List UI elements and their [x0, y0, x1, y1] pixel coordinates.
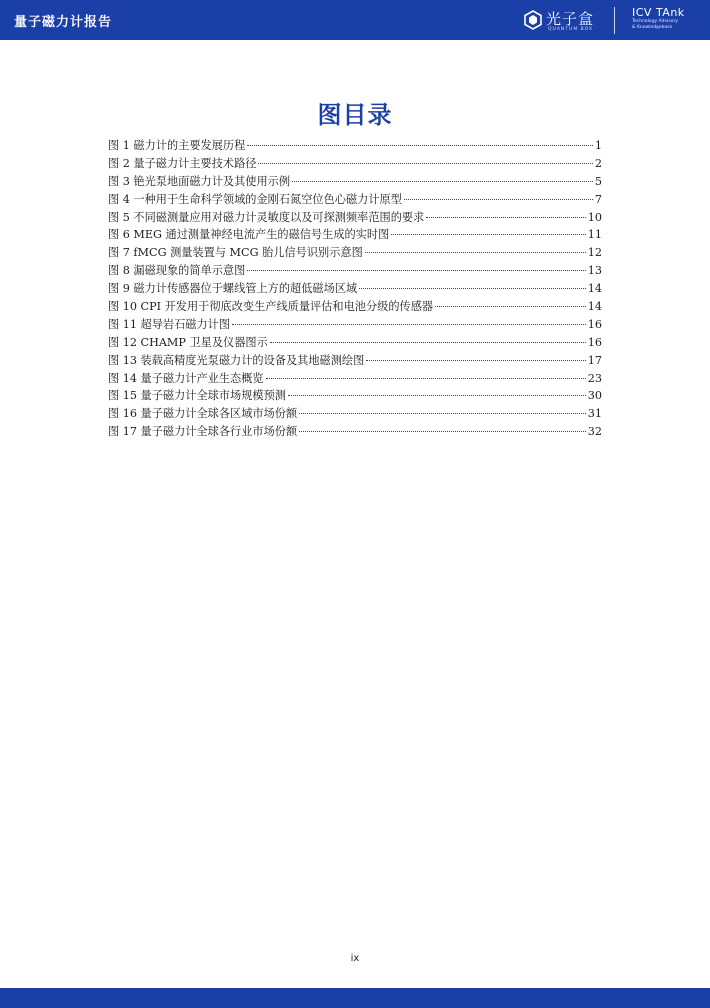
toc-dot-leader: [266, 378, 586, 379]
toc-dot-leader: [288, 395, 586, 396]
toc-entry[interactable]: [108, 191, 602, 209]
brand-logo-text: 光子盒: [546, 10, 595, 28]
toc-entry-page: 13: [587, 264, 602, 278]
toc-dot-leader: [299, 431, 586, 432]
toc-entry-page: 2: [594, 156, 602, 170]
toc-entry-label: 图 9 磁力计传感器位于螺线管上方的超低磁场区域: [108, 282, 358, 296]
toc-entry[interactable]: [108, 334, 602, 352]
toc-dot-leader: [232, 324, 586, 325]
toc-entry[interactable]: [108, 298, 602, 316]
figure-list: [108, 137, 602, 441]
toc-entry-label: 图 16 量子磁力计全球各区域市场份额: [108, 407, 298, 421]
toc-entry[interactable]: [108, 226, 602, 244]
toc-entry[interactable]: [108, 352, 602, 370]
toc-dot-leader: [247, 270, 585, 271]
toc-entry[interactable]: [108, 173, 602, 191]
toc-entry-page: 5: [594, 174, 602, 188]
toc-entry[interactable]: [108, 423, 602, 441]
toc-entry-label: 图 14 量子磁力计产业生态概览: [108, 371, 264, 385]
toc-dot-leader: [366, 360, 585, 361]
toc-entry-page: 16: [587, 317, 602, 331]
toc-entry[interactable]: [108, 244, 602, 262]
toc-entry-page: 17: [587, 353, 602, 367]
toc-entry-label: 图 4 一种用于生命科学领域的金刚石氮空位色心磁力计原型: [108, 192, 402, 206]
partner-logo-subtext-2: & Knowledgebase: [632, 25, 673, 30]
brand-logo-icon: [524, 10, 542, 30]
header-bar: [0, 0, 710, 40]
toc-entry[interactable]: [108, 280, 602, 298]
brand-logo-subtext: QUANTUM BOX: [548, 27, 593, 32]
toc-entry-page: 10: [587, 210, 602, 224]
footer-bar: [0, 988, 710, 1008]
toc-entry[interactable]: [108, 209, 602, 227]
logo-divider: [614, 7, 615, 34]
toc-entry-page: 14: [587, 300, 602, 314]
toc-entry-label: 图 2 量子磁力计主要技术路径: [108, 156, 257, 170]
toc-entry-label: 图 17 量子磁力计全球各行业市场份额: [108, 425, 298, 439]
toc-entry-label: 图 15 量子磁力计全球市场规模预测: [108, 389, 286, 403]
toc-entry[interactable]: [108, 155, 602, 173]
toc-dot-leader: [426, 217, 585, 218]
toc-entry-page: 14: [587, 282, 602, 296]
toc-dot-leader: [365, 252, 586, 253]
partner-logo-subtext-1: Technology Advisory: [632, 19, 679, 24]
toc-entry-label: 图 7 fMCG 测量装置与 MCG 胎儿信号识别示意图: [108, 246, 363, 260]
toc-entry-label: 图 12 CHAMP 卫星及仪器图示: [108, 335, 268, 349]
toc-entry-label: 图 1 磁力计的主要发展历程: [108, 139, 246, 152]
toc-entry-label: 图 5 不同磁测量应用对磁力计灵敏度以及可探测频率范围的要求: [108, 210, 425, 224]
toc-entry-label: 图 6 MEG 通过测量神经电流产生的磁信号生成的实时图: [108, 228, 390, 242]
page-title: 图目录: [317, 100, 393, 129]
toc-dot-leader: [299, 413, 586, 414]
toc-entry-page: 12: [587, 246, 602, 260]
partner-logo-text: ICV TAnk: [632, 6, 685, 19]
toc-dot-leader: [391, 234, 585, 235]
toc-entry[interactable]: [108, 370, 602, 388]
toc-dot-leader: [247, 145, 593, 146]
toc-entry-page: 11: [587, 228, 602, 242]
brand-logo: [524, 6, 604, 34]
toc-entry-page: 7: [594, 192, 602, 206]
toc-dot-leader: [435, 306, 586, 307]
toc-entry-page: 30: [587, 389, 602, 403]
toc-entry-page: 1: [594, 139, 602, 152]
toc-entry-page: 23: [587, 371, 602, 385]
toc-dot-leader: [404, 199, 593, 200]
toc-entry[interactable]: [108, 262, 602, 280]
toc-entry-label: 图 10 CPI 开发用于彻底改变生产线质量评估和电池分级的传感器: [108, 300, 434, 314]
toc-entry[interactable]: [108, 316, 602, 334]
toc-entry[interactable]: [108, 137, 602, 155]
report-title: 量子磁力计报告: [14, 15, 113, 30]
toc-entry-page: 32: [587, 425, 602, 439]
toc-dot-leader: [292, 181, 593, 182]
toc-dot-leader: [359, 288, 586, 289]
toc-entry-label: 图 11 超导岩石磁力计图: [108, 317, 231, 331]
toc-entry-label: 图 3 铯光泵地面磁力计及其使用示例: [108, 174, 291, 188]
partner-logo: [632, 7, 685, 31]
toc-dot-leader: [270, 342, 586, 343]
toc-entry-label: 图 13 装载高精度光泵磁力计的设备及其地磁测绘图: [108, 353, 365, 367]
toc-entry[interactable]: [108, 387, 602, 405]
page-number: ix: [350, 953, 360, 964]
toc-entry-label: 图 8 漏磁现象的简单示意图: [108, 264, 246, 278]
toc-entry-page: 31: [587, 407, 602, 421]
toc-entry-page: 16: [587, 335, 602, 349]
toc-entry[interactable]: [108, 405, 602, 423]
toc-dot-leader: [258, 163, 592, 164]
